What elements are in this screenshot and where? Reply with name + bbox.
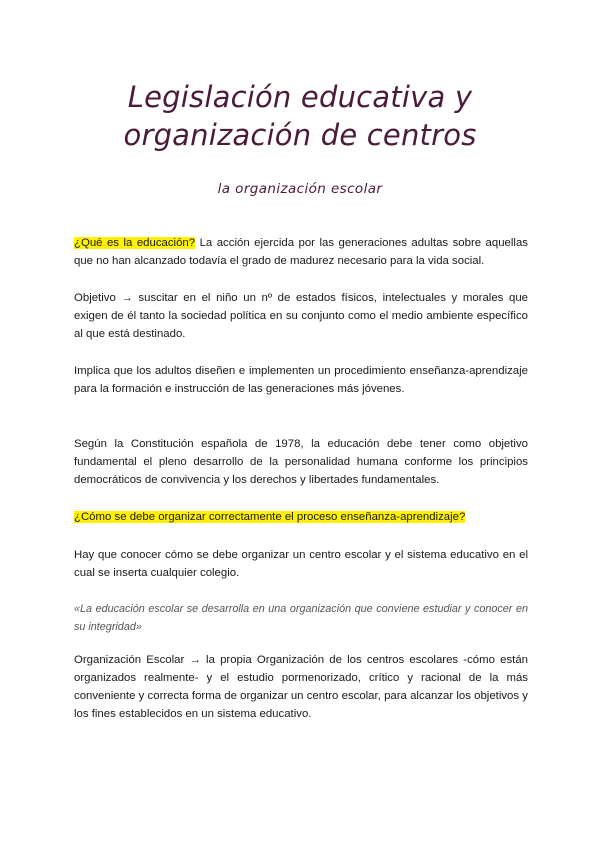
paragraph-school-organization: Organización Escolar → la propia Organización de los centros escolares -cómo están organizados realmente- y el estudio pormenorizado, crítico y racional de la más conveniente y correcta forma de organizar un centro escolar, para alcanzar los objetivos y los fines establecidos en un sistema educativo. — [74, 654, 528, 720]
document-subtitle: la organización escolar — [217, 181, 383, 197]
document-title — [60, 78, 540, 154]
paragraph-know-how: Hay que conocer cómo se debe organizar un centro escolar y el sistema educativo en el cual se inserta cualquier colegio. — [74, 549, 528, 579]
highlighted-question: ¿Qué es la educación? — [74, 237, 196, 249]
paragraph-quote: «La educación escolar se desarrolla en una organización que conviene estudiar y conocer en su integridad» — [74, 603, 528, 633]
paragraph-text: La acción ejercida por las generaciones adultas sobre aquellas que no han alcanzado todavía el grado de madurez necesario para la vida social. — [74, 237, 528, 267]
paragraph-objective: Objetivo → suscitar en el niño un nº de estados físicos, intelectuales y morales que exigen de él tanto la sociedad política en su conjunto como el medio ambiente específico al que está destinado. — [74, 292, 528, 340]
title-line-2: organización de centros — [123, 118, 477, 152]
paragraph-constitution: Según la Constitución española de 1978, la educación debe tener como objetivo fundamental el pleno desarrollo de la personalidad humana conforme los principios democráticos de convivencia y los derechos y libertades fundamentales. — [74, 438, 528, 486]
title-line-1: Legislación educativa y — [127, 80, 473, 114]
paragraph-question-organize — [74, 508, 528, 526]
highlighted-question: ¿Cómo se debe organizar correctamente el proceso enseñanza-aprendizaje? — [74, 511, 466, 523]
paragraph-education-definition — [74, 234, 528, 270]
paragraph-implies: Implica que los adultos diseñen e implementen un procedimiento enseñanza-aprendizaje para la formación e instrucción de las generaciones más jóvenes. — [74, 365, 528, 395]
